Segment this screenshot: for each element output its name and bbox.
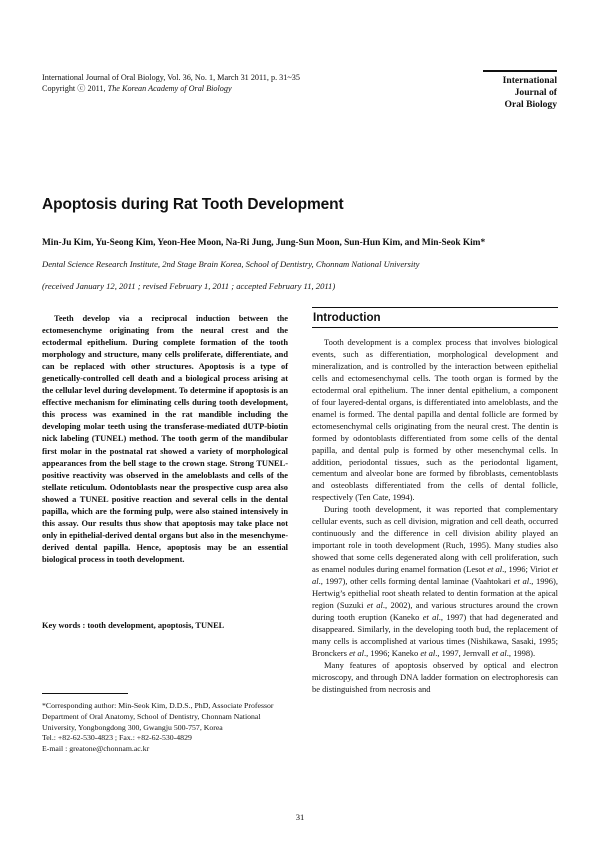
journal-name-line-3: Oral Biology [504,99,557,110]
intro-p2-text: ., 1996), Hertwig’s epithelial root sheath related to dentin formation at the apical region (Suzuki [312,576,559,610]
introduction-body [312,337,558,696]
affiliation: Dental Science Research Institute, 2nd Stage Brain Korea, School of Dentistry, Chonnam National University [42,259,420,269]
abstract [42,313,288,566]
et-al: et al [422,611,439,622]
journal-name-line-1: International [502,75,557,86]
copyright-publisher: The Korean Academy of Oral Biology [107,84,232,93]
copyright-prefix: Copyright ⓒ 2011, [42,84,108,93]
et-al: et al [312,564,558,587]
corresponding-author: *Corresponding author: Min-Seok Kim, D.D.S., PhD, Associate Professor Department of Oral Anatomy, School of Dentistry, Chonnam National University, Yongbongdong 300, Gwangju 500-757, Korea [42,701,274,732]
received-dates: (received January 12, 2011 ; revised February 1, 2011 ; accepted February 11, 2011) [42,281,336,291]
contact-email: E-mail : greatone@chonnam.ac.kr [42,744,150,754]
article-title: Apoptosis during Rat Tooth Development [42,196,344,213]
et-al: et al [487,564,503,575]
et-al: et al [420,647,436,658]
intro-paragraph-1: Tooth development is a complex process that involves biological events, such as differentiation, morphological development and mineralization, and is controlled by the interaction between epithelial cells and ectomesenchymal cells. The tooth organ is formed by the ectodermal oral epithelium. The inner dental epithelium, a component of four layered-dental organs, is differentiated into ameloblasts, and the enamel is formed. The dental papilla and dental follicle are formed by ectomesenchymal cells originating from the neural crest. The dentin is formed by odontoblasts differentiated from some cells of the dental papilla, and dental pulp is formed by other mesenchymal cells. In addition, periodontal tissues, such as the periodontal ligament, cementum and alveolar bone are formed by fibroblasts, cementoblasts and osteoblasts differentiated from the cells of dental follicle, respectively (Ten Cate, 1994). [312,337,558,503]
keywords: Key words : tooth development, apoptosis, TUNEL [42,621,225,630]
author-list: Min-Ju Kim, Yu-Seong Kim, Yeon-Hee Moon, Na-Ri Jung, Jung-Sun Moon, Sun-Hun Kim, and Min-Seok Kim* [42,238,486,248]
contact-phone-fax: Tel.: +82-62-530-4823 ; Fax.: +82-62-530-4829 [42,733,192,743]
intro-p2-text: ., 1997), other cells forming dental laminae (Vaahtokari [318,576,514,587]
intro-p2-text: ., 2002), and various structures around the crown during tooth eruption (Kaneko [312,599,558,622]
footnote [42,701,288,755]
intro-p2-text: ., 1997, Jernvall [435,647,492,658]
section-heading-introduction: Introduction [312,307,558,328]
citation-line: International Journal of Oral Biology, Vol. 36, No. 1, March 31 2011, p. 31~35 [42,73,300,82]
intro-p2-text: ., 1998). [506,647,536,658]
intro-paragraph-2 [312,504,558,659]
intro-p2-text: ., 1997) that had degenerated and disappeared. Similarly, in the developing tooth bud, the replacement of many cells is accomplished at various times (Nishikawa, Sasaki, 1995; Bronckers [312,611,558,658]
journal-name-box [483,70,557,111]
footnote-divider [42,693,128,694]
et-al: et al [366,599,383,610]
intro-paragraph-3: Many features of apoptosis observed by optical and electron microscopy, and through DNA ladder formation on electrophoresis can be distinguished from necrosis and [312,659,558,694]
intro-p2-text: ., 1996; Kaneko [363,647,421,658]
et-al: et al [491,647,507,658]
journal-citation [42,72,300,94]
intro-p2-text: ., 1996; Viriot [502,564,552,575]
journal-name-line-2: Journal of [514,87,557,98]
copyright-line [42,83,300,94]
et-al: et al [513,576,530,587]
intro-p2-text: During tooth development, it was reported that complementary cellular events, such as cell division, migration and cell death, occurred continuously and the difference in cell division ability played an important role in tooth development (Ruch, 1995). Many studies also showed that some cells degenerated along with cell proliferation, such as enamel nodules during enamel formation (Lesot [312,504,558,575]
abstract-text: Teeth develop via a reciprocal induction between the ectomesenchyme originating from the neural crest and the ectodermal epithelium. During complete formation of the tooth morphology and structure, many cells proliferate, differentiate, and can be replaced with other structures. Apoptosis is a type of genetically-controlled cell death and a biological process arising at the cellular level during development. To determine if apoptosis is an effective mechanism for eliminating cells during tooth development, this process was examined in the rat mandible including the developing molar teeth using the transferase-mediated dUTP-biotin nick labeling (TUNEL) method. The tooth germ of the mandibular first molar in the postnatal rat showed a variety of morphological appearances from the bell stage to the crown stage. Strong TUNEL-positive reactivity was observed in the ameloblasts and cells of the stellate reticulum. Odontoblasts near the prospective cusp area also showed a TUNEL positive reaction and several cells in the dental papilla, which are the forming pulp, were also stained intensively in this assay. Our results thus show that apoptosis may take place not only in epithelial-derived dental organs but also in the mesenchyme-derived dental papilla. Hence, apoptosis may be an essential biological process in tooth development. [42,314,288,564]
et-al: et al [349,647,364,658]
page-number: 31 [295,812,305,822]
